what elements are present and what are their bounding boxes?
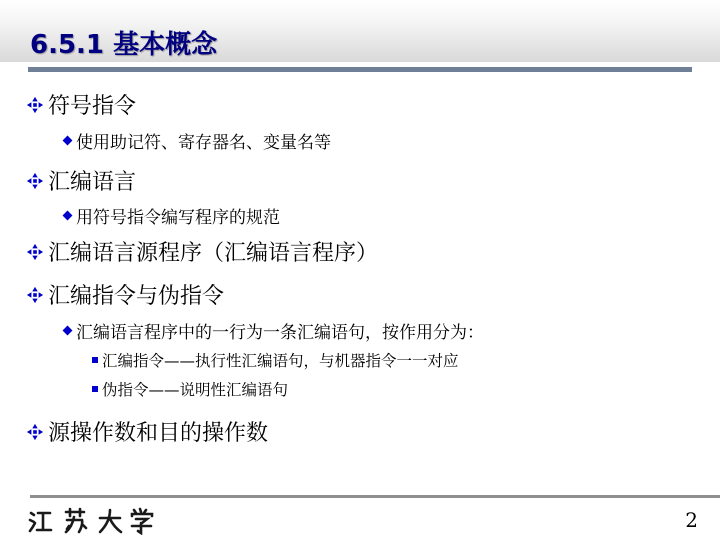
- diamond-bullet-icon: [26, 286, 44, 304]
- diamond-bullet-icon: [26, 423, 44, 441]
- diamond-bullet-icon: [26, 172, 44, 190]
- sub-item-text: 汇编语言程序中的一行为一条汇编语句，按作用分为：: [76, 323, 484, 343]
- bullet-item-instructions-and-pseudo: [26, 279, 224, 310]
- slide-title: 6.5.1 基本概念: [30, 30, 218, 60]
- bullet-text: 符号指令: [48, 94, 137, 119]
- footer-rule: [30, 495, 720, 498]
- sub-sub-item: [92, 349, 459, 371]
- page-number: 2: [685, 508, 698, 532]
- small-diamond-icon: [63, 136, 73, 146]
- bullet-item-assembly-language: [26, 165, 136, 196]
- small-diamond-icon: [63, 326, 73, 336]
- square-bullet-icon: [92, 386, 98, 392]
- bullet-text: 汇编语言: [48, 170, 137, 195]
- diamond-bullet-icon: [26, 243, 44, 261]
- sub-sub-item: [92, 378, 288, 400]
- sub-item: [62, 318, 484, 343]
- sub-item: [62, 203, 280, 228]
- square-bullet-icon: [92, 357, 98, 363]
- bullet-item-source-program: [26, 236, 378, 267]
- sub-item: [62, 128, 331, 153]
- bullet-text: 汇编指令与伪指令: [48, 284, 225, 309]
- sub-item-text: 使用助记符、寄存器名、变量名等: [76, 133, 331, 153]
- bullet-text: 源操作数和目的操作数: [48, 421, 269, 446]
- bullet-item-symbol-instruction: [26, 89, 136, 120]
- sub-item-text: 用符号指令编写程序的规范: [76, 208, 280, 228]
- bullet-text: 汇编语言源程序（汇编语言程序）: [48, 241, 379, 266]
- diamond-bullet-icon: [26, 96, 44, 114]
- small-diamond-icon: [63, 211, 73, 221]
- sub-sub-item-text: 汇编指令——执行性汇编语句，与机器指令一一对应: [102, 352, 459, 370]
- bullet-item-operands: [26, 416, 268, 447]
- title-rule: [28, 67, 692, 72]
- university-logo: [28, 507, 158, 535]
- sub-sub-item-text: 伪指令——说明性汇编语句: [102, 381, 289, 399]
